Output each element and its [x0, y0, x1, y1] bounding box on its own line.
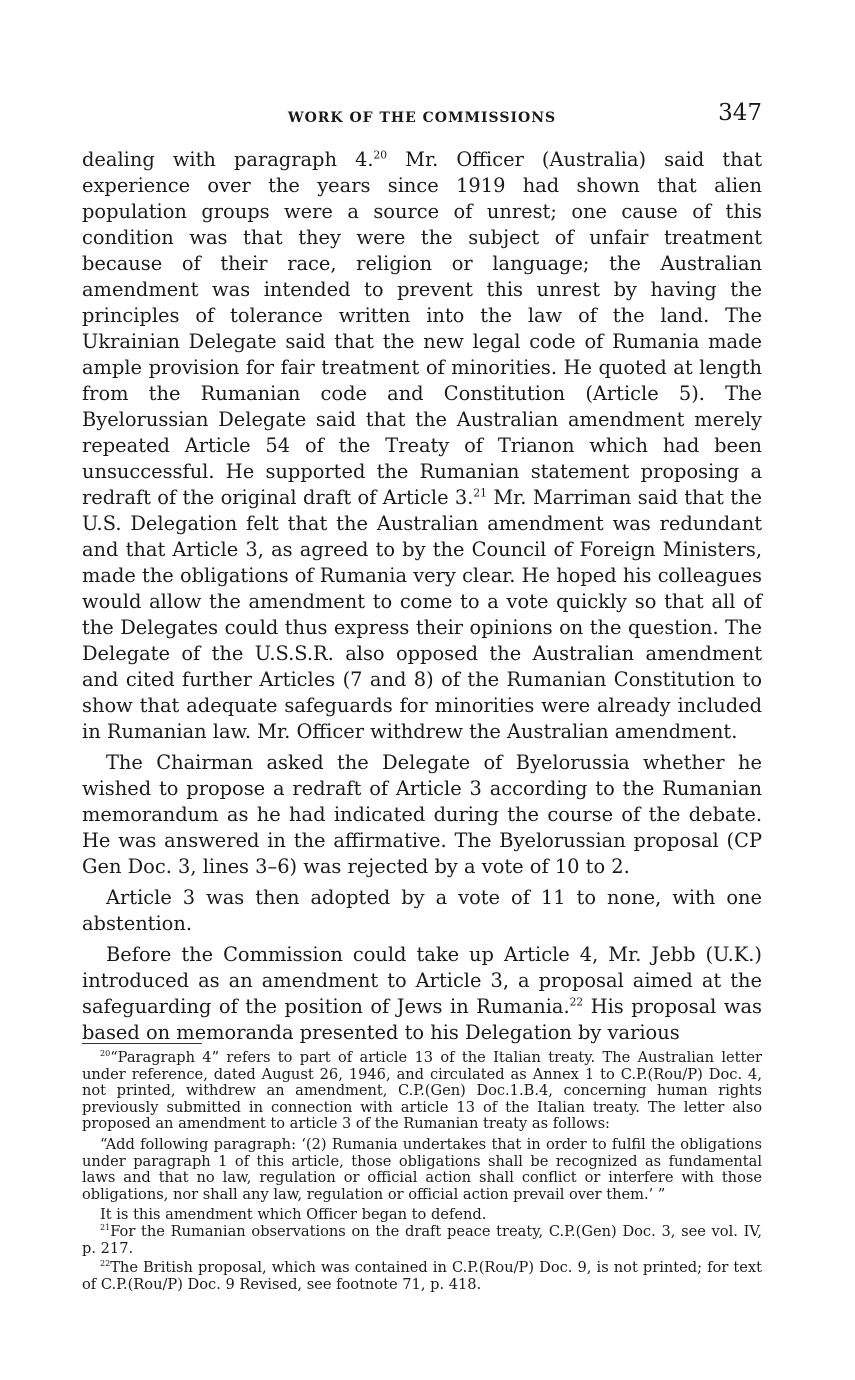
footnote-22-text: The British proposal, which was contained in C.P.(Rou/P) Doc. 9, is not printed; for text of C.P.(Rou/P) Doc. 9 Revised, see footnote 71, p. 418.: [82, 1259, 762, 1293]
page-number: 347: [718, 100, 762, 126]
footnote-21: [82, 1224, 762, 1257]
paragraph-1-part-b: Mr. Officer (Australia) said that experience over the years since 1919 had shown that alien population groups were a source of unrest; one cause of this condition was that they were the subject of unfair treatment because of their race, religion or language; the Australian amendment was intended to prevent this unrest by having the principles of tolerance written into the law of the land. The Ukrainian Delegate said that the new legal code of Rumania made ample provision for fair treatment of minorities. He quoted at length from the Rumanian code and Constitution (Article 5). The Byelorussian Delegate said that the Australian amendment merely repeated Article 54 of the Treaty of Trianon which had been unsuccessful. He supported the Rumanian statement proposing a redraft of the original draft of Article 3.: [82, 148, 763, 509]
body-text: [82, 147, 762, 1051]
page-header: [82, 100, 762, 134]
footnote-21-text: For the Rumanian observations on the draft peace treaty, C.P.(Gen) Doc. 3, see vol. IV, p. 217.: [82, 1222, 762, 1257]
paragraph-1-part-a: dealing with paragraph 4.: [82, 148, 374, 171]
footnote-ref-22: 22: [569, 995, 584, 1009]
footnotes: [82, 1050, 762, 1296]
footnote-20: [82, 1050, 762, 1133]
footnote-ref-21: 21: [473, 486, 487, 500]
paragraph-4: [82, 942, 762, 1046]
footnote-divider: [82, 1043, 202, 1044]
paragraph-3: Article 3 was then adopted by a vote of 11 to none, with one abstention.: [82, 886, 762, 935]
footnote-20-quote: “Add following paragraph: ‘(2) Rumania undertakes that in order to fulfil the obligations under paragraph 1 of this article, those obligations shall be recognized as fundamental laws and that no law, regulation or official action shall conflict or interfere with those obligations, nor shall any law, regulation or official action prevail over them.’ ”: [82, 1135, 762, 1203]
paragraph-1: [82, 147, 762, 745]
paragraph-4-part-b: His proposal was based on memoranda presented to his Delegation by various: [82, 995, 762, 1044]
running-title: WORK OF THE COMMISSIONS: [287, 110, 557, 126]
footnote-20-tail: It is this amendment which Officer began to defend.: [100, 1206, 487, 1224]
footnote-20-mark: 20: [100, 1049, 111, 1059]
paragraph-2: The Chairman asked the Delegate of Byelorussia whether he wished to propose a redraft of Article 3 according to the Rumanian memorandum as he had indicated during the course of the debate. He was answered in the affirmative. The Byelorussian proposal (CP Gen Doc. 3, lines 3–6) was rejected by a vote of 10 to 2.: [82, 751, 762, 878]
footnote-ref-20: 20: [373, 148, 388, 162]
footnote-22: [82, 1260, 762, 1293]
footnote-20-text: “Paragraph 4” refers to part of article 13 of the Italian treaty. The Australian letter under reference, dated August 26, 1946, and circulated as Annex 1 to C.P.(Rou/P) Doc. 4, not printed, withdrew an amendment, C.P.(Gen) Doc.1.B.4, concerning human rights previously submitted in connection with article 13 of the Italian treaty. The letter also proposed an amendment to article 3 of the Rumanian treaty as follows:: [82, 1049, 762, 1133]
footnote-21-mark: 21: [100, 1223, 111, 1233]
paragraph-4-part-a: Before the Commission could take up Article 4, Mr. Jebb (U.K.) introduced as an amendment to Article 3, a proposal aimed at the safeguarding of the position of Jews in Rumania.: [82, 943, 762, 1018]
paragraph-1-part-c: Mr. Marriman said that the U.S. Delegation felt that the Australian amendment was redundant and that Article 3, as agreed to by the Council of Foreign Ministers, made the obligations of Rumania very clear. He hoped his colleagues would allow the amendment to come to a vote quickly so that all of the Delegates could thus express their opinions on the question. The Delegate of the U.S.S.R. also opposed the Australian amendment and cited further Articles (7 and 8) of the Rumanian Constitution to show that adequate safeguards for minorities were already included in Rumanian law. Mr. Officer withdrew the Australian amendment.: [82, 486, 762, 743]
footnote-22-mark: 22: [100, 1259, 111, 1269]
